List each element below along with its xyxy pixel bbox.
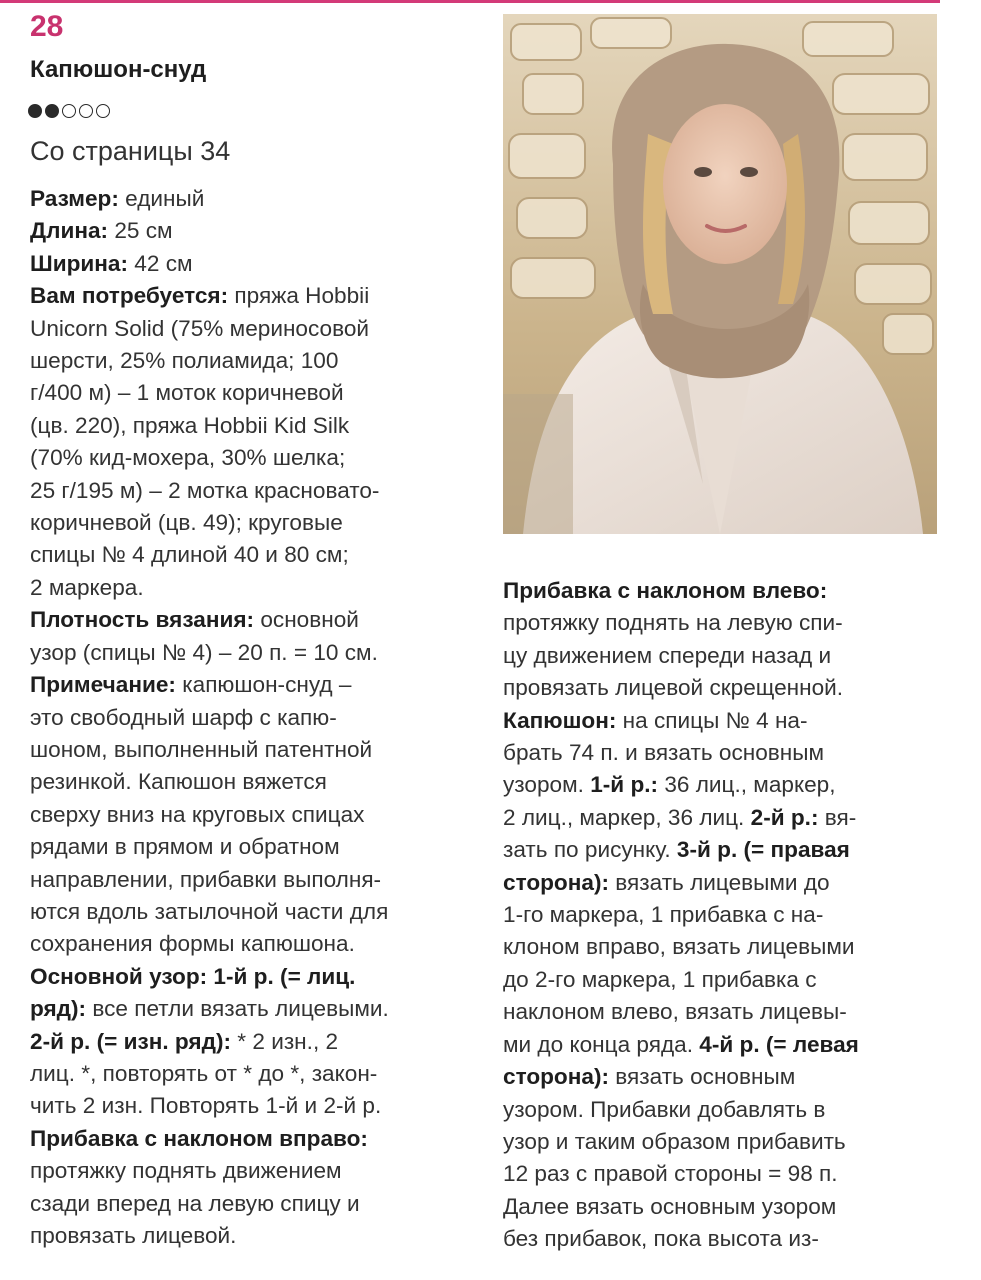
text-line: протяжку поднять движением (30, 1158, 342, 1184)
text-line: 1-го маркера, 1 прибавка с на- (503, 902, 824, 928)
difficulty-dot (28, 104, 42, 118)
text-line: Прибавка с наклоном влево: (503, 578, 828, 603)
text-line: ются вдоль затылочной части для (30, 898, 389, 924)
text-line: зать по рисунку. 3-й р. (= правая (503, 837, 850, 863)
text-line: сторона): вязать основным (503, 1064, 796, 1090)
text-line: протяжку поднять на левую спи- (503, 610, 843, 636)
woman-in-snood-image (503, 14, 937, 534)
text-line: направлении, прибавки выполня- (30, 866, 382, 892)
pattern-number: 28 (30, 10, 64, 43)
text-line: рядами в прямом и обратном (30, 834, 340, 860)
text-line: ми до конца ряда. 4-й р. (= левая (503, 1031, 859, 1057)
text-line: сохранения формы капюшона. (30, 931, 355, 957)
text-line: до 2-го маркера, 1 прибавка с (503, 966, 817, 992)
text-line: Прибавка с наклоном вправо: (30, 1125, 368, 1151)
text-line: шоном, выполненный патентной (30, 736, 373, 762)
text-line: Плотность вязания: основной (30, 607, 359, 633)
text-line: сверху вниз на круговых спицах (30, 801, 365, 827)
text-line: Размер: единый (30, 186, 205, 211)
text-line: 12 раз с правой стороны = 98 п. (503, 1161, 838, 1187)
text-line: провязать лицевой скрещенной. (503, 675, 844, 701)
text-line: сторона): вязать лицевыми до (503, 869, 830, 895)
text-line: Unicorn Solid (75% мериносовой (30, 315, 370, 341)
text-line: (70% кид-мохера, 30% шелка; (30, 445, 346, 471)
text-line: это свободный шарф с капю- (30, 704, 337, 730)
text-line: наклоном влево, вязать лицевы- (503, 999, 847, 1025)
text-line: провязать лицевой. (30, 1223, 237, 1248)
difficulty-dot (62, 104, 76, 118)
text-line: Длина: 25 см (30, 218, 173, 244)
text-line: брать 74 п. и вязать основным (503, 740, 825, 766)
text-line: узор (спицы № 4) – 20 п. = 10 см. (30, 639, 378, 665)
text-line: чить 2 изн. Повторять 1-й и 2-й р. (30, 1093, 382, 1119)
difficulty-rating (28, 104, 110, 118)
text-line: Вам потребуется: пряжа Hobbii (30, 283, 370, 309)
text-line: цу движением спереди назад и (503, 642, 832, 668)
text-line: клоном вправо, вязать лицевыми (503, 934, 855, 960)
right-text-column (503, 575, 953, 1256)
left-text-column (30, 183, 480, 1252)
text-line: Далее вязать основным узором (503, 1193, 837, 1219)
text-line: без прибавок, пока высота из- (503, 1226, 819, 1252)
text-line: (цв. 220), пряжа Hobbii Kid Silk (30, 412, 350, 438)
text-line: сзади вперед на левую спицу и (30, 1190, 360, 1216)
model-photo (503, 14, 937, 534)
text-line: коричневой (цв. 49); круговые (30, 510, 343, 536)
text-line: лиц. *, повторять от * до *, закон- (30, 1060, 378, 1086)
text-line: Ширина: 42 см (30, 250, 193, 276)
from-page-note: Со страницы 34 (30, 136, 231, 166)
text-line: ряд): все петли вязать лицевыми. (30, 996, 389, 1022)
text-line: Основной узор: 1-й р. (= лиц. (30, 963, 356, 989)
text-line: Примечание: капюшон-снуд – (30, 672, 352, 698)
difficulty-dot (96, 104, 110, 118)
text-line: узор и таким образом прибавить (503, 1128, 846, 1154)
text-line: узором. 1-й р.: 36 лиц., маркер, (503, 772, 836, 798)
text-line: узором. Прибавки добавлять в (503, 1096, 826, 1122)
difficulty-dot (79, 104, 93, 118)
text-line: шерсти, 25% полиамида; 100 (30, 348, 339, 374)
text-line: 2 маркера. (30, 574, 144, 600)
text-line: г/400 м) – 1 моток коричневой (30, 380, 344, 406)
pattern-title: Капюшон-снуд (30, 56, 207, 83)
text-line: резинкой. Капюшон вяжется (30, 769, 327, 795)
top-accent-rule (0, 0, 940, 3)
text-line: 25 г/195 м) – 2 мотка красновато- (30, 477, 380, 503)
text-line: 2 лиц., маркер, 36 лиц. 2-й р.: вя- (503, 804, 857, 830)
text-line: 2-й р. (= изн. ряд): * 2 изн., 2 (30, 1028, 339, 1054)
difficulty-dot (45, 104, 59, 118)
text-line: Капюшон: на спицы № 4 на- (503, 707, 808, 733)
text-line: спицы № 4 длиной 40 и 80 см; (30, 542, 349, 568)
